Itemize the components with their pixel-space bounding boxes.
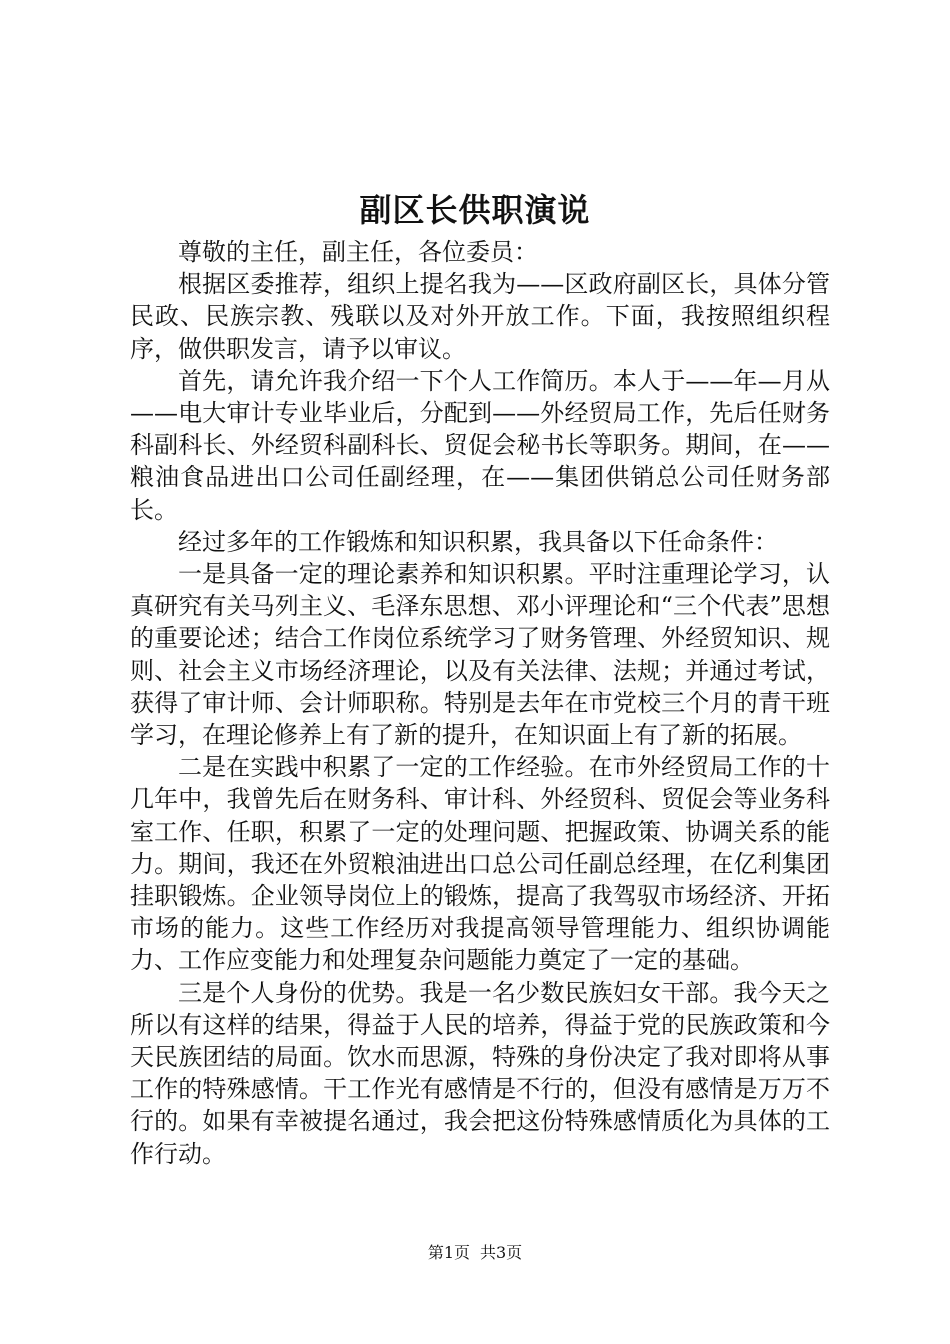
body-paragraph: 一是具备一定的理论素养和知识积累。平时注重理论学习，认真研究有关马列主义、毛泽东思想、邓小评理论和“三个代表”思想的重要论述；结合工作岗位系统学习了财务管理、外经贸知识、规则、社会主义市场经济理论，以及有关法律、法规；并通过考试，获得了审计师、会计师职称。特别是去年在市党校三个月的青干班学习，在理论修养上有了新的提升，在知识面上有了新的拓展。 xyxy=(130,560,830,750)
body-paragraph: 根据区委推荐，组织上提名我为——区政府副区长，具体分管民政、民族宗教、残联以及对外开放工作。下面，我按照组织程序，做供职发言，请予以审议。 xyxy=(130,270,830,363)
body-paragraph: 首先，请允许我介绍一下个人工作简历。本人于——年—月从——电大审计专业毕业后，分配到——外经贸局工作，先后任财务科副科长、外经贸科副科长、贸促会秘书长等职务。期间，在——粮油食品进出口公司任副经理，在——集团供销总公司任财务部长。 xyxy=(130,366,830,524)
body-paragraph: 经过多年的工作锻炼和知识积累，我具备以下任命条件： xyxy=(178,527,778,556)
body-paragraph: 三是个人身份的优势。我是一名少数民族妇女干部。我今天之所以有这样的结果，得益于人民的培养，得益于党的民族政策和今天民族团结的局面。饮水而思源，特殊的身份决定了我对即将从事工作的特殊感情。干工作光有感情是不行的，但没有感情是万万不行的。如果有幸被提名通过，我会把这份特殊感情质化为具体的工作行动。 xyxy=(130,978,830,1168)
page-number: 第1页 xyxy=(427,1243,470,1262)
document-body xyxy=(130,236,830,1170)
body-paragraph: 二是在实践中积累了一定的工作经验。在市外经贸局工作的十几年中，我曾先后在财务科、审计科、外经贸科、贸促会等业务科室工作、任职，积累了一定的处理问题、把握政策、协调关系的能力。期间，我还在外贸粮油进出口总公司任副总经理，在亿利集团挂职锻炼。企业领导岗位上的锻炼，提高了我驾驭市场经济、开拓市场的能力。这些工作经历对我提高领导管理能力、组织协调能力、工作应变能力和处理复杂问题能力奠定了一定的基础。 xyxy=(130,753,830,975)
salutation-paragraph: 尊敬的主任，副主任，各位委员： xyxy=(178,238,538,266)
page-footer xyxy=(0,1243,950,1263)
document-title: 副区长供职演说 xyxy=(359,191,591,229)
page-total: 共3页 xyxy=(480,1243,523,1262)
